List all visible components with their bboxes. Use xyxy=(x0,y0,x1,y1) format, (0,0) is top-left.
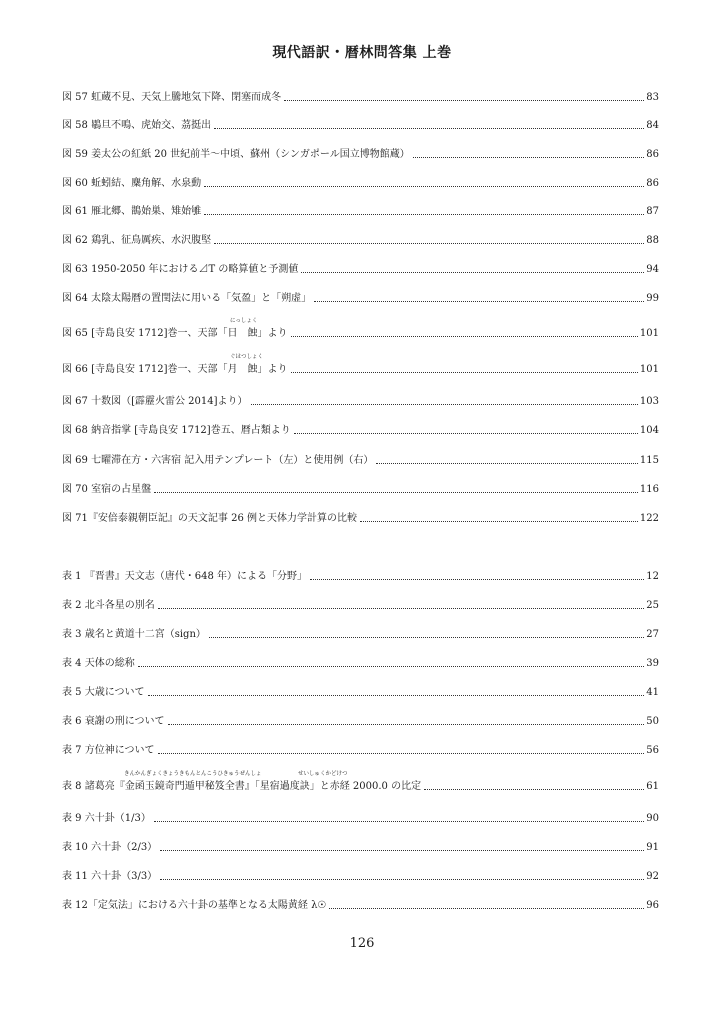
list-item[interactable] xyxy=(62,714,659,728)
leader-dots xyxy=(148,695,645,696)
entry-label: 表 1 『晋書』天文志（唐代・648 年）による「分野」 xyxy=(62,571,307,582)
entry-label: 図 71『安倍泰親朝臣記』の天文記事 26 例と天体力学計算の比較 xyxy=(62,513,357,524)
entry-page: 115 xyxy=(639,455,659,466)
leader-dots xyxy=(154,821,644,822)
entry-page: 39 xyxy=(646,658,659,669)
entry-page: 25 xyxy=(646,600,659,611)
entry-label: 図 62 鶏乳、征鳥厲疾、水沢腹堅 xyxy=(62,235,212,246)
entry-label: 図 57 虹蔵不見、天気上騰地気下降、閉塞而成冬 xyxy=(62,92,282,103)
entry-label: 図 58 鶡旦不鳴、虎始交、茘挺出 xyxy=(62,120,212,131)
entry-page: 27 xyxy=(646,629,659,640)
entry-label: 表 9 六十卦（1/3） xyxy=(62,813,151,824)
entry-label: 表 6 衰謝の刑について xyxy=(62,716,165,727)
list-item[interactable] xyxy=(62,840,659,854)
entry-label: 図 63 1950-2050 年における⊿T の略算値と予測値 xyxy=(62,264,299,275)
entry-page: 94 xyxy=(646,264,659,275)
entry-label: 図 64 太陰太陽暦の置閏法に用いる「気盈」と「朔虚」 xyxy=(62,293,312,304)
entry-label: 図 67 十数図（[霹靂火雷公 2014]より） xyxy=(62,396,248,407)
entry-page: 41 xyxy=(646,687,659,698)
ruby-annotation: ぐはつしょく xyxy=(230,354,264,360)
list-item[interactable] xyxy=(62,598,659,612)
leader-dots xyxy=(168,724,645,725)
ruby-annotation: にっしょく xyxy=(230,318,258,324)
leader-dots xyxy=(160,879,644,880)
entry-label: 表 12「定気法」における六十卦の基準となる太陽黄経 λ☉ xyxy=(62,900,327,911)
entry-label: ぐはつしょく 図 66 [寺島良安 1712]巻一、天部「月 蝕」より xyxy=(62,354,288,375)
list-item[interactable] xyxy=(62,771,659,793)
entry-label: 表 10 六十卦（2/3） xyxy=(62,842,158,853)
entry-page: 101 xyxy=(639,364,659,375)
entry-label: 図 70 室宿の占星盤 xyxy=(62,484,152,495)
entry-page: 61 xyxy=(646,781,659,792)
entry-page: 83 xyxy=(646,92,659,103)
entry-label: 図 60 蚯蚓結、麋角解、水泉動 xyxy=(62,178,202,189)
entry-label: 図 68 納音指掌 [寺島良安 1712]巻五、暦占類より xyxy=(62,425,291,436)
entry-page: 103 xyxy=(639,396,659,407)
ruby-annotation: きんかんぎょくきょうきもんとんこうひきゅうぜんしょ xyxy=(124,771,262,777)
list-item[interactable] xyxy=(62,743,659,757)
table-list xyxy=(62,0,659,920)
list-item[interactable] xyxy=(62,811,659,825)
entry-page: 116 xyxy=(639,484,659,495)
entry-label: 表 4 天体の総称 xyxy=(62,658,135,669)
entry-page: 56 xyxy=(646,745,659,756)
entry-page: 92 xyxy=(646,871,659,882)
entry-page: 101 xyxy=(639,328,659,339)
leader-dots xyxy=(158,608,645,609)
entry-label: 図 61 雁北郷、鵲始巣、雉始雊 xyxy=(62,206,202,217)
entry-page: 86 xyxy=(646,178,659,189)
leader-dots xyxy=(160,850,644,851)
leader-dots xyxy=(138,666,645,667)
entry-label: 表 3 歳名と黄道十二宮（sign） xyxy=(62,629,206,640)
list-item[interactable] xyxy=(62,869,659,883)
entry-page: 12 xyxy=(646,571,659,582)
page-number: 126 xyxy=(349,936,375,951)
entry-label: にっしょく 図 65 [寺島良安 1712]巻一、天部「日 蝕」より xyxy=(62,318,288,339)
leader-dots xyxy=(329,908,644,909)
entry-page: 104 xyxy=(639,425,659,436)
entry-label: 図 69 七曜滞在方・六害宿 記入用テンプレート（左）と使用例（右） xyxy=(62,455,374,466)
list-item[interactable] xyxy=(62,656,659,670)
leader-dots xyxy=(310,579,644,580)
list-item[interactable] xyxy=(62,898,659,912)
list-item[interactable] xyxy=(62,685,659,699)
entry-page: 84 xyxy=(646,120,659,131)
leader-dots xyxy=(209,637,644,638)
entry-page: 88 xyxy=(646,235,659,246)
entry-page: 96 xyxy=(646,900,659,911)
entry-page: 122 xyxy=(639,513,659,524)
entry-label: 表 5 大歳について xyxy=(62,687,145,698)
entry-page: 99 xyxy=(646,293,659,304)
entry-label: 表 2 北斗各星の別名 xyxy=(62,600,155,611)
entry-label: 図 59 姜太公の紅紙 20 世紀前半～中頃、蘇州（シンガポール国立博物館蔵） xyxy=(62,149,410,160)
entry-page: 91 xyxy=(646,842,659,853)
page-title: 現代語訳・暦林問答集 上巻 xyxy=(272,45,452,61)
list-item[interactable] xyxy=(62,569,659,583)
entry-label: きんかんぎょくきょうきもんとんこうひきゅうぜんしょ せいしゅくかどけつ 表 8 諸葛亮『金函玉鏡奇門遁甲秘笈全書』「星宿過度訣」と赤経 2000.0 の比定 xyxy=(62,771,422,792)
entry-label: 表 11 六十卦（3/3） xyxy=(62,871,158,882)
entry-page: 90 xyxy=(646,813,659,824)
ruby-annotation: せいしゅくかどけつ xyxy=(298,771,348,777)
entry-label: 表 7 方位神について xyxy=(62,745,155,756)
leader-dots xyxy=(158,753,645,754)
entry-page: 87 xyxy=(646,206,659,217)
entry-page: 50 xyxy=(646,716,659,727)
entry-page: 86 xyxy=(646,149,659,160)
leader-dots xyxy=(424,789,644,790)
list-item[interactable] xyxy=(62,627,659,641)
